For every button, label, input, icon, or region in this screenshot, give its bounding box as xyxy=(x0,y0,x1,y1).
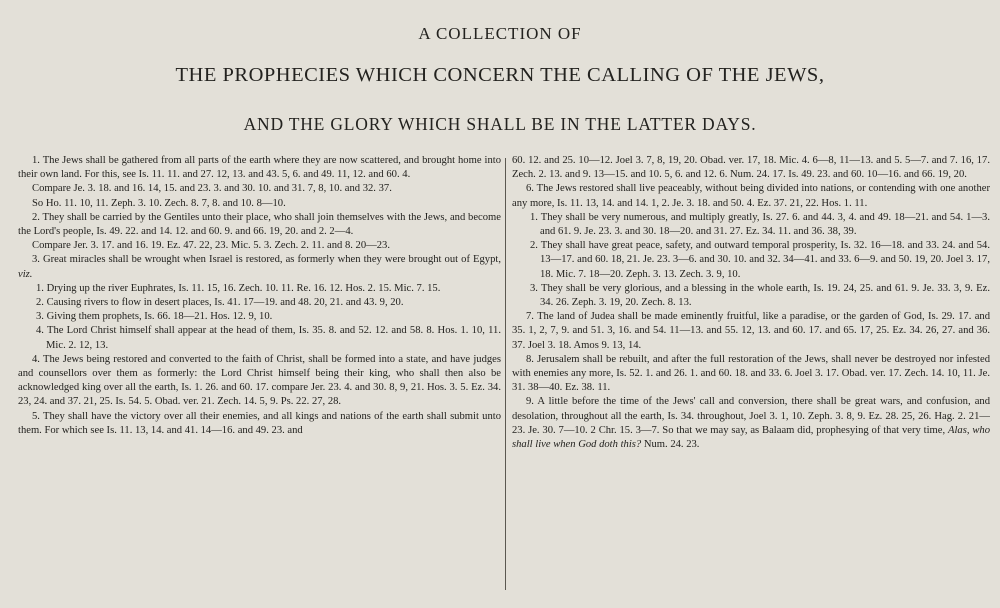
paragraph xyxy=(512,310,990,353)
paragraph-text: 7. The land of Judea shall be made eminently fruitful, like a paradise, or the garden of God, Is. 29. 17. and 35. 1, 2, 7, 9. and 51. 3, 16. and 54. 11—13. and 55. 12, 13. and 60. 17. and 65. 17, 25. Ez. 34. 26, 27. and 36. 37. Joel 3. 18. Amos 9. 13, 14. xyxy=(512,311,990,351)
heading-title: THE PROPHECIES WHICH CONCERN THE CALLING OF THE JEWS, xyxy=(175,64,825,86)
paragraph xyxy=(512,182,990,210)
paragraph-text: 5. They shall have the victory over all their enemies, and all kings and nations of the earth shall submit unto them. For which see Is. 11. 13, 14. and 41. 14—16. and 49. 23. and xyxy=(18,410,501,436)
paragraph xyxy=(18,410,501,438)
paragraph-text: 3. They shall be very glorious, and a blessing in the whole earth, Is. 19. 24, 25. and 61. 9. Je. 33. 3, 9. Ez. 34. 26. Zeph. 3. 19, 20. Zech. 8. 13. xyxy=(530,282,990,309)
sub-paragraph xyxy=(18,324,501,352)
paragraph-text: 1. They shall be very numerous, and multiply greatly, Is. 27. 6. and 44. 3, 4. and 49. 18—21. and 54. 1—3. and 61. 9. Je. 23. 3. and 30. 18—20. and 31. 27. Ez. 34. 11. and 36. 38, 39. xyxy=(530,211,990,238)
italic-text: viz. xyxy=(18,268,33,280)
paragraph-text: 3. Great miracles shall be wrought when Israel is restored, as formerly when they were brought out of Egypt, xyxy=(32,254,501,266)
left-column xyxy=(18,154,501,594)
paragraph-text: 8. Jerusalem shall be rebuilt, and after the full restoration of the Jews, shall never be destroyed nor infested with enemies any more, Is. 52. 1. and 26. 1. and 60. 18. and 33. 6. Joel 3. 17. Obad. ver. 17. Zech. 14. 10, 11. Je. 31. 38—40. Ez. 38. 11. xyxy=(512,353,990,394)
paragraph-text: 1. The Jews shall be gathered from all parts of the earth where they are now scattered, and brought home into their own land. For this, see Is. 11. 11. and 27. 12, 13. and 43. 5, 6. and 49. 11, 12. and 60. 4. xyxy=(18,155,501,181)
paragraph xyxy=(18,182,501,196)
sub-paragraph xyxy=(512,282,990,310)
paragraph xyxy=(18,197,501,211)
paragraph xyxy=(512,353,990,396)
right-column xyxy=(512,154,990,594)
heading-subtitle: AND THE GLORY WHICH SHALL BE IN THE LATTER DAYS. xyxy=(243,114,757,134)
paragraph xyxy=(18,211,501,239)
paragraph-text: 2. They shall be carried by the Gentiles unto their place, who shall join themselves with the Jews, and become the Lord's people, Is. 49. 22. and 14. 12. and 60. 9. and 66. 19, 20. and 2. 2—4. xyxy=(18,211,501,238)
paragraph-text: 2. Causing rivers to flow in desert places, Is. 41. 17—19. and 48. 20, 21. and 43. 9, 20. xyxy=(36,297,404,309)
paragraph-text: So Ho. 11. 10, 11. Zeph. 3. 10. Zech. 8. 7, 8. and 10. 8—10. xyxy=(32,197,286,209)
paragraph xyxy=(18,253,501,281)
paragraph xyxy=(18,239,501,253)
paragraph-tail: Num. 24. 23. xyxy=(641,439,700,451)
paragraph xyxy=(18,154,501,182)
paragraph-text: 60. 12. and 25. 10—12. Joel 3. 7, 8, 19, 20. Obad. ver. 17, 18. Mic. 4. 6—8, 11—13. and 5. 5—7. and 7. 16, 17. Zech. 2. 13. and 9. 13—15. and 10. 5, 6. and 12. 6. Num. 24. 17. Is. 49. 23. and 60. 10—16. and 66. 19, 20. xyxy=(512,155,990,181)
paragraph-text: Compare Je. 3. 18. and 16. 14, 15. and 23. 3. and 30. 10. and 31. 7, 8, 10. and 32. 37. xyxy=(32,183,392,195)
paragraph-text: 2. They shall have great peace, safety, and outward temporal prosperity, Is. 32. 16—18. and 33. 24. and 54. 13—17. and 60. 18, 21. Je. 23. 3—6. and 30. 10. and 32. 34—41. and 33. 6—9. and 50. 19, 20. Joel 3. 17, 18. Mic. 7. 18—20. Zeph. 3. 13. Zech. 3. 9, 10. xyxy=(530,240,990,280)
paragraph-text: 9. A little before the time of the Jews' call and conversion, there shall be great wars, and confusion, and desolation, throughout all the earth, Is. 34. throughout, Joel 3. 1, 10. Zeph. 3. 8, 9. Ez. 28. 25, 26. Hag. 2. 21—23. Je. 30. 7—10. 2 Chr. 15. 3—7. So that we may say, as Balaam did, prophesying of that very time, xyxy=(512,396,990,436)
paragraph-text: 1. Drying up the river Euphrates, Is. 11. 15, 16. Zech. 10. 11. Re. 16. 12. Hos. 2. 15. Mic. 7. 15. xyxy=(36,282,441,294)
paragraph-text: 6. The Jews restored shall live peaceably, without being divided into nations, or contending with one another any more, Is. 11. 13, 14. and 14. 1, 2. Je. 3. 18. and 50. 4. Ez. 37. 21, 22. Hos. 1. 11. xyxy=(512,183,990,209)
sub-paragraph xyxy=(18,310,501,324)
sub-paragraph xyxy=(18,282,501,296)
italic-text: Alas, who shall live when God doth this? xyxy=(512,424,990,451)
column-divider xyxy=(505,158,506,590)
sub-paragraph xyxy=(512,211,990,239)
sub-paragraph xyxy=(18,296,501,310)
heading-collection: A COLLECTION OF xyxy=(418,24,582,43)
paragraph-text: Compare Jer. 3. 17. and 16. 19. Ez. 47. 22, 23. Mic. 5. 3. Zech. 2. 11. and 8. 20—23. xyxy=(32,240,390,252)
paragraph-text: 4. The Lord Christ himself shall appear at the head of them, Is. 35. 8. and 52. 12. and 58. 8. Hos. 1. 10, 11. Mic. 2. 12, 13. xyxy=(36,325,501,351)
paragraph xyxy=(512,154,990,182)
paragraph-text: 4. The Jews being restored and converted to the faith of Christ, shall be formed into a state, and have judges and counsellors over them as formerly: the Lord Christ himself being their king, who shall then also be acknowledged king over all the earth, Is. 1. 26. and 60. 17. compare Jer. 23. 4. and 30. 8, 9, 21. Hos. 3. 5. Ez. 34. 23, 24. and 37. 21, 25. Is. 54. 5. Obad. ver. 21. Zech. 14. 5, 9. Ps. 22. 27, 28. xyxy=(18,353,501,408)
sub-paragraph xyxy=(512,239,990,282)
paragraph xyxy=(18,353,501,410)
paragraph xyxy=(512,395,990,452)
paragraph-text: 3. Giving them prophets, Is. 66. 18—21. Hos. 12. 9, 10. xyxy=(36,311,273,323)
